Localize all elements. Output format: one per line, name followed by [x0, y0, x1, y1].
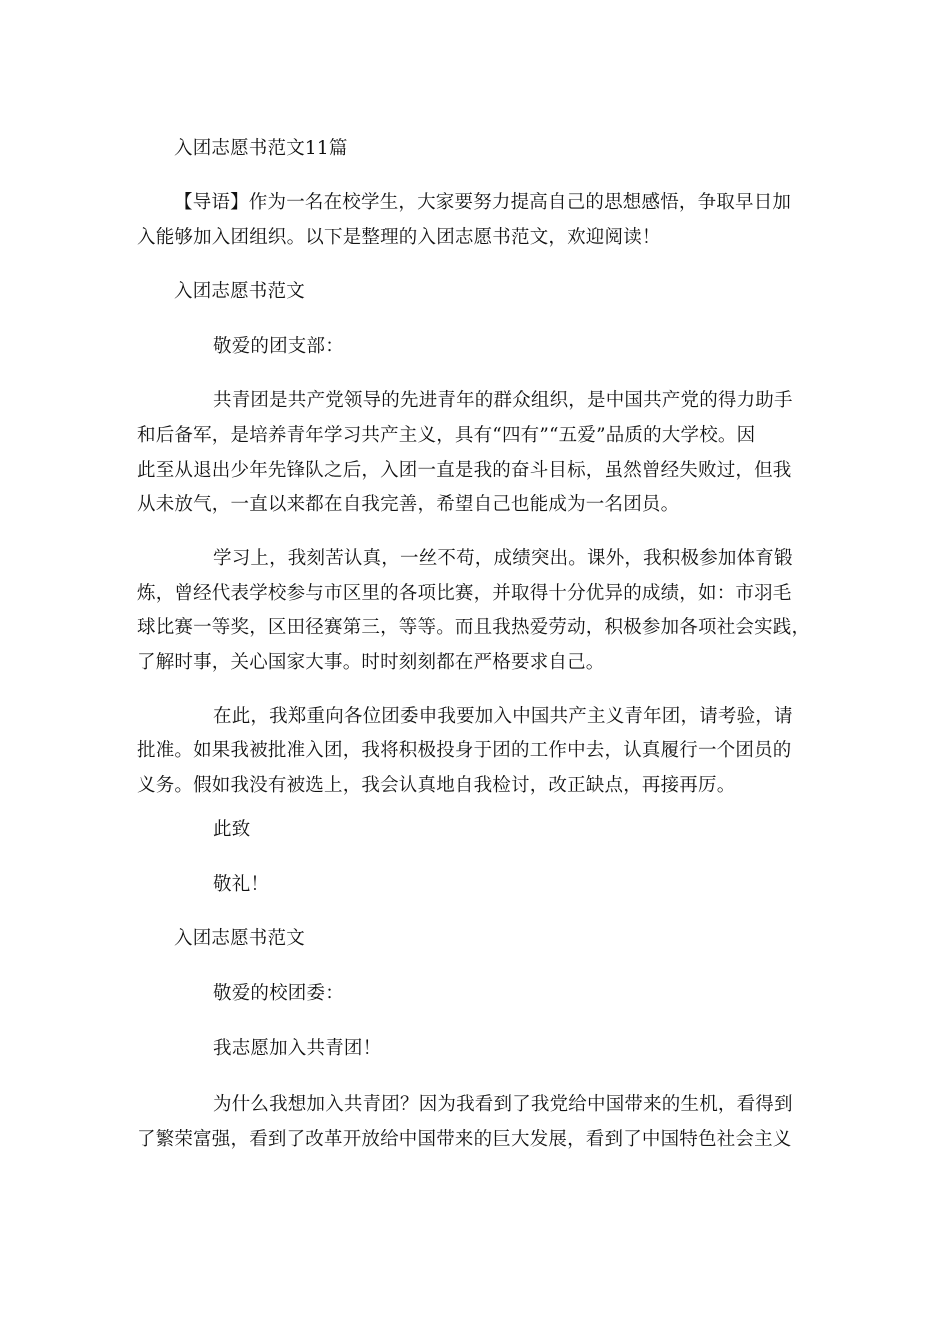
letter1-closing-2: 敬礼！ [213, 874, 270, 895]
intro-line-2: 入能够加入团组织。以下是整理的入团志愿书范文，欢迎阅读！ [137, 227, 661, 248]
letter1-p2-line-4: 了解时事，关心国家大事。时时刻刻都在严格要求自己。 [137, 652, 605, 673]
letter1-p1-line-1: 共青团是共产党领导的先进青年的群众组织，是中国共产党的得力助手 [213, 390, 793, 411]
letter2-statement: 我志愿加入共青团！ [213, 1038, 382, 1059]
letter2-p1-line-1: 为什么我想加入共青团？因为我看到了我党给中国带来的生机，看得到 [213, 1094, 793, 1115]
letter1-p1-line-4: 从未放气，一直以来都在自我完善，希望自己也能成为一名团员。 [137, 494, 680, 515]
letter1-p1-line-3: 此至从退出少年先锋队之后，入团一直是我的奋斗目标，虽然曾经失败过，但我 [137, 460, 792, 481]
letter1-p2-line-2: 炼，曾经代表学校参与市区里的各项比赛，并取得十分优异的成绩，如：市羽毛 [137, 583, 792, 604]
letter1-p3-line-1: 在此，我郑重向各位团委申我要加入中国共产主义青年团，请考验，请 [213, 706, 793, 727]
letter2-heading: 入团志愿书范文 [174, 928, 305, 949]
letter1-p2-line-3: 球比赛一等奖，区田径赛第三，等等。而且我热爱劳动，积极参加各项社会实践， [137, 617, 811, 638]
letter1-heading: 入团志愿书范文 [174, 281, 305, 302]
letter2-salutation: 敬爱的校团委： [213, 983, 344, 1004]
letter1-p2-line-1: 学习上，我刻苦认真，一丝不苟，成绩突出。课外，我积极参加体育锻 [213, 548, 793, 569]
letter2-p1-line-2: 了繁荣富强，看到了改革开放给中国带来的巨大发展，看到了中国特色社会主义 [137, 1129, 792, 1150]
document-title: 入团志愿书范文11篇 [174, 138, 348, 159]
letter1-p1-line-2: 和后备军，是培养青年学习共产主义，具有“四有”“五爱”品质的大学校。因 [137, 425, 756, 446]
letter1-closing-1: 此致 [213, 819, 251, 840]
letter1-p3-line-3: 义务。假如我没有被选上，我会认真地自我检讨，改正缺点，再接再厉。 [137, 775, 736, 796]
intro-line-1: 【导语】作为一名在校学生，大家要努力提高自己的思想感悟，争取早日加 [174, 192, 792, 213]
letter1-salutation: 敬爱的团支部： [213, 336, 344, 357]
letter1-p3-line-2: 批准。如果我被批准入团，我将积极投身于团的工作中去，认真履行一个团员的 [137, 740, 792, 761]
